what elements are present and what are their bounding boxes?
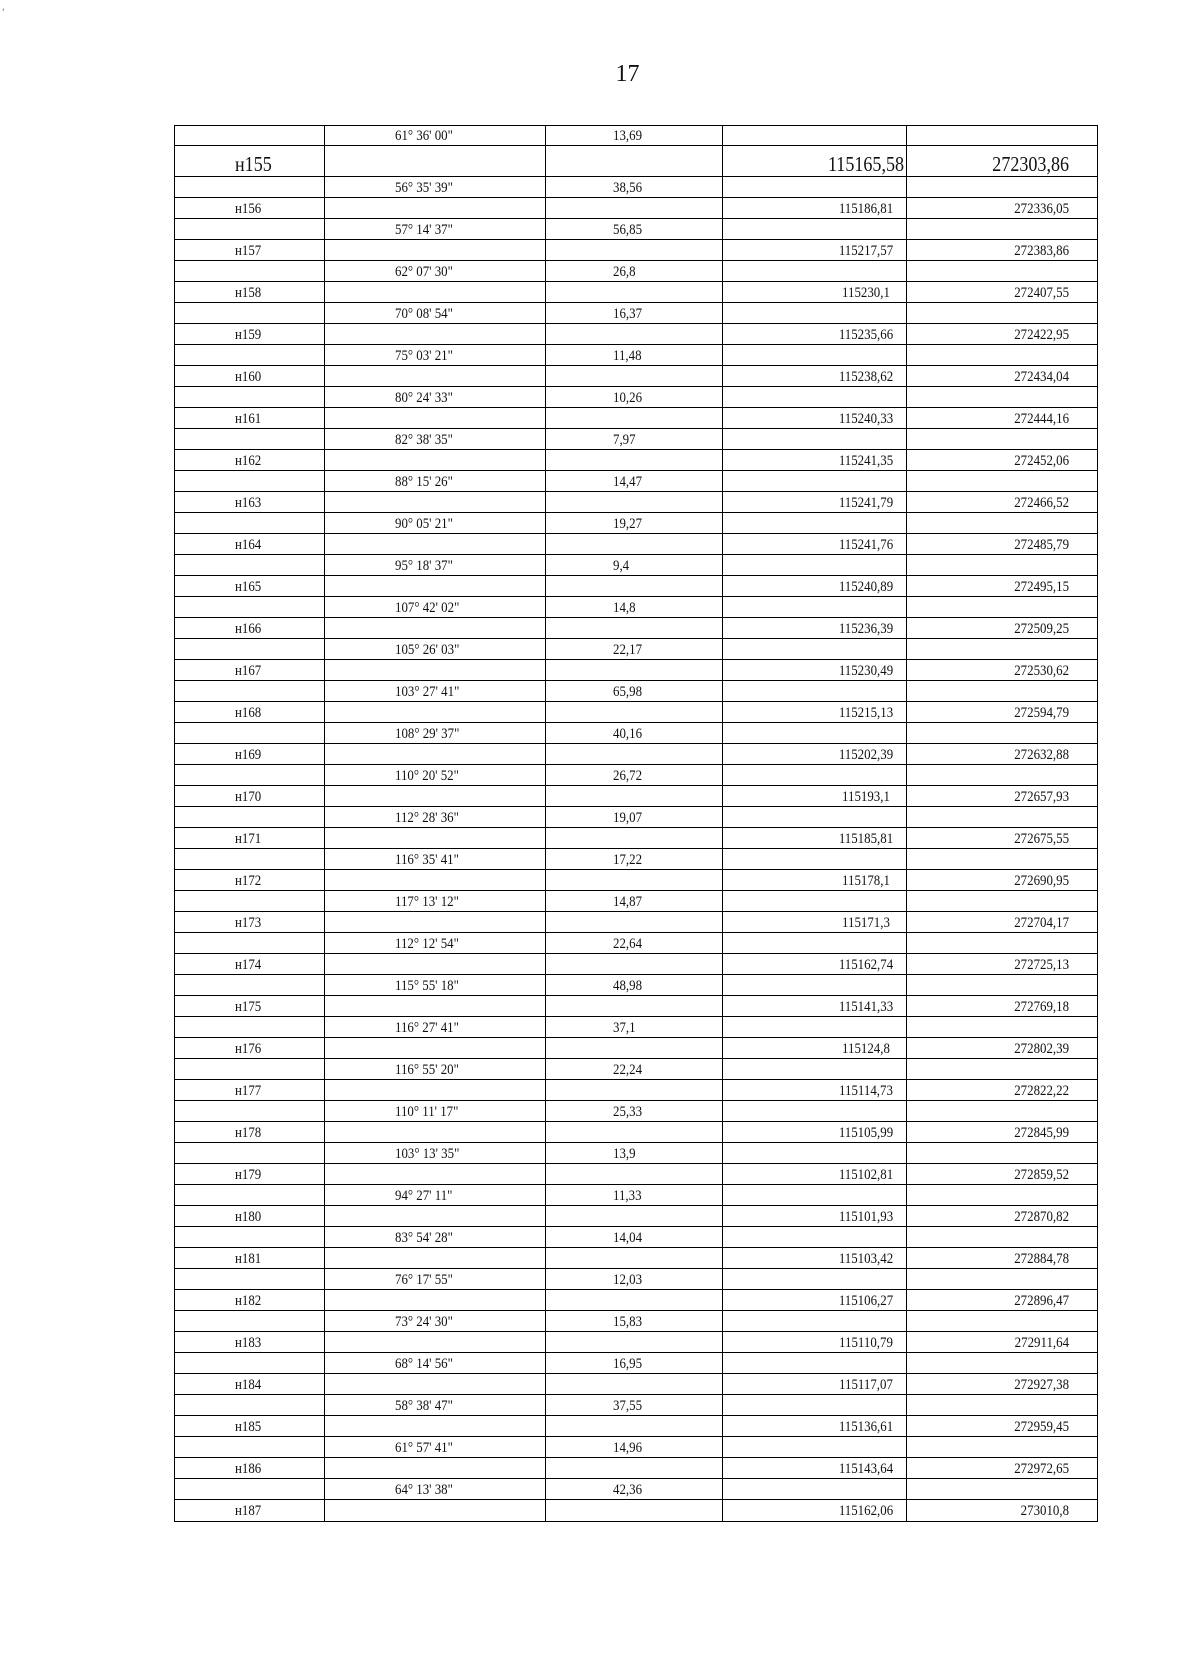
- segment-angle: 115° 55' 18": [395, 978, 459, 994]
- point-y: 272530,62: [1014, 663, 1070, 679]
- segment-angle: 108° 29' 37": [395, 726, 460, 742]
- segment-row: [175, 681, 1097, 702]
- point-x: 115215,13: [838, 705, 894, 721]
- segment-row: [175, 723, 1097, 744]
- point-name: н187: [235, 1503, 262, 1519]
- segment-length: 14,04: [613, 1230, 643, 1246]
- point-x: 115141,33: [838, 999, 894, 1015]
- segment-angle: 88° 15' 26": [395, 474, 453, 490]
- segment-length: 40,16: [613, 726, 643, 742]
- point-x: 115241,35: [838, 453, 894, 469]
- segment-row: [175, 933, 1097, 954]
- point-name: н184: [235, 1377, 262, 1393]
- point-x: 115240,33: [838, 411, 894, 427]
- point-y: 272657,93: [1014, 789, 1070, 805]
- point-name: н183: [235, 1335, 262, 1351]
- point-x: 115110,79: [839, 1335, 893, 1351]
- segment-row: [175, 1101, 1097, 1122]
- point-row: [175, 660, 1097, 681]
- point-x: 115136,61: [838, 1419, 894, 1435]
- point-y: 272495,15: [1014, 579, 1070, 595]
- segment-length: 22,64: [613, 936, 643, 952]
- segment-row: [175, 1269, 1097, 1290]
- segment-row: [175, 219, 1097, 240]
- segment-length: 15,83: [613, 1314, 643, 1330]
- point-y: 272911,64: [1014, 1335, 1070, 1351]
- point-row: [175, 1164, 1097, 1185]
- point-row: [175, 912, 1097, 933]
- segment-angle: 103° 27' 41": [395, 684, 460, 700]
- segment-row: [175, 807, 1097, 828]
- point-name: н157: [235, 243, 262, 259]
- point-name: н176: [235, 1041, 262, 1057]
- point-name: н180: [235, 1209, 262, 1225]
- point-x: 115103,42: [838, 1251, 894, 1267]
- segment-row: [175, 1353, 1097, 1374]
- segment-angle: 61° 36' 00": [395, 128, 453, 144]
- point-name: н182: [235, 1293, 262, 1309]
- segment-angle: 83° 54' 28": [395, 1230, 453, 1246]
- segment-length: 16,37: [613, 306, 643, 322]
- point-x: 115171,3: [842, 915, 890, 931]
- segment-angle: 116° 27' 41": [395, 1020, 459, 1036]
- segment-row: [175, 126, 1097, 146]
- point-x: 115162,74: [838, 957, 894, 973]
- page-number: 17: [615, 61, 640, 87]
- point-row: [175, 534, 1097, 555]
- segment-angle: 116° 55' 20": [395, 1062, 459, 1078]
- point-row: [175, 1206, 1097, 1227]
- point-row: [175, 1080, 1097, 1101]
- segment-row: [175, 639, 1097, 660]
- point-name: н181: [235, 1251, 262, 1267]
- point-x: 115202,39: [838, 747, 894, 763]
- segment-angle: 107° 42' 02": [395, 600, 460, 616]
- segment-angle: 110° 11' 17": [395, 1104, 459, 1120]
- segment-angle: 76° 17' 55": [395, 1272, 453, 1288]
- point-row: [175, 870, 1097, 891]
- point-name: н173: [235, 915, 262, 931]
- point-row: [175, 1458, 1097, 1479]
- point-row: [175, 198, 1097, 219]
- point-row: [175, 786, 1097, 807]
- point-x: 115185,81: [838, 831, 894, 847]
- segment-angle: 70° 08' 54": [395, 306, 453, 322]
- segment-row: [175, 387, 1097, 408]
- segment-angle: 73° 24' 30": [395, 1314, 453, 1330]
- point-x: 115217,57: [838, 243, 894, 259]
- segment-angle: 68° 14' 56": [395, 1356, 453, 1372]
- point-row: [175, 492, 1097, 513]
- point-row: [175, 450, 1097, 471]
- segment-angle: 117° 13' 12": [395, 894, 459, 910]
- point-x: 115101,93: [838, 1209, 894, 1225]
- segment-length: 19,27: [613, 516, 643, 532]
- segment-length: 14,87: [613, 894, 643, 910]
- segment-length: 26,8: [613, 264, 636, 280]
- segment-length: 37,1: [613, 1020, 636, 1036]
- segment-length: 12,03: [613, 1272, 643, 1288]
- point-x: 115235,66: [838, 327, 894, 343]
- point-row: [175, 366, 1097, 387]
- segment-angle: 105° 26' 03": [395, 642, 460, 658]
- segment-length: 37,55: [613, 1398, 643, 1414]
- point-x: 115241,79: [838, 495, 894, 511]
- point-name: н172: [235, 873, 262, 889]
- segment-row: [175, 891, 1097, 912]
- segment-row: [175, 177, 1097, 198]
- point-x: 115143,64: [838, 1461, 894, 1477]
- point-row: [175, 996, 1097, 1017]
- segment-length: 17,22: [613, 852, 643, 868]
- segment-length: 7,97: [613, 432, 636, 448]
- segment-length: 56,85: [613, 222, 643, 238]
- segment-length: 13,9: [613, 1146, 636, 1162]
- point-y: 272434,04: [1014, 369, 1070, 385]
- segment-length: 38,56: [613, 180, 643, 196]
- point-row: [175, 1416, 1097, 1437]
- segment-angle: 82° 38' 35": [395, 432, 453, 448]
- segment-length: 13,69: [613, 128, 643, 144]
- point-name: н159: [235, 327, 262, 343]
- point-y: 272303,86: [992, 152, 1070, 176]
- point-name: н167: [235, 663, 262, 679]
- point-x: 115105,99: [838, 1125, 894, 1141]
- point-row: [175, 408, 1097, 429]
- segment-angle: 103° 13' 35": [395, 1146, 460, 1162]
- point-y: 272927,38: [1014, 1377, 1070, 1393]
- point-name: н164: [235, 537, 262, 553]
- point-name: н175: [235, 999, 262, 1015]
- segment-length: 22,24: [613, 1062, 643, 1078]
- segment-row: [175, 1395, 1097, 1416]
- segment-angle: 75° 03' 21": [395, 348, 453, 364]
- point-y: 272769,18: [1014, 999, 1070, 1015]
- point-row: [175, 1038, 1097, 1059]
- segment-row: [175, 975, 1097, 996]
- point-row: [175, 324, 1097, 345]
- segment-length: 48,98: [613, 978, 643, 994]
- point-row: [175, 576, 1097, 597]
- segment-angle: 62° 07' 30": [395, 264, 453, 280]
- segment-length: 11,48: [613, 348, 642, 364]
- segment-row: [175, 471, 1097, 492]
- segment-angle: 64° 13' 38": [395, 1482, 453, 1498]
- point-name: н168: [235, 705, 262, 721]
- segment-length: 11,33: [613, 1188, 642, 1204]
- point-y: 272896,47: [1014, 1293, 1070, 1309]
- point-x: 115106,27: [838, 1293, 894, 1309]
- point-y: 272485,79: [1014, 537, 1070, 553]
- segment-row: [175, 261, 1097, 282]
- point-x: 115102,81: [838, 1167, 894, 1183]
- point-x: 115165,58: [827, 152, 905, 176]
- point-y: 272884,78: [1014, 1251, 1070, 1267]
- segment-row: [175, 1227, 1097, 1248]
- point-x: 115238,62: [838, 369, 894, 385]
- segment-length: 14,47: [613, 474, 643, 490]
- segment-angle: 61° 57' 41": [395, 1440, 453, 1456]
- point-y: 272452,06: [1014, 453, 1070, 469]
- point-x: 115114,73: [839, 1083, 893, 1099]
- point-row: [175, 954, 1097, 975]
- segment-row: [175, 1059, 1097, 1080]
- point-y: 272336,05: [1014, 201, 1070, 217]
- point-y: 272444,16: [1014, 411, 1070, 427]
- point-y: 272859,52: [1014, 1167, 1070, 1183]
- segment-length: 26,72: [613, 768, 643, 784]
- point-name: н174: [235, 957, 262, 973]
- point-name: н161: [235, 411, 262, 427]
- point-x: 115162,06: [838, 1503, 894, 1519]
- point-name: н179: [235, 1167, 262, 1183]
- point-row: [175, 1290, 1097, 1311]
- point-name: н166: [235, 621, 262, 637]
- point-name: н178: [235, 1125, 262, 1141]
- segment-angle: 94° 27' 11": [395, 1188, 453, 1204]
- point-name: н163: [235, 495, 262, 511]
- point-x: 115186,81: [838, 201, 894, 217]
- point-row: [175, 1500, 1097, 1521]
- point-x: 115124,8: [842, 1041, 890, 1057]
- point-name: н155: [235, 152, 272, 176]
- point-row: [175, 1248, 1097, 1269]
- point-y: 272690,95: [1014, 873, 1070, 889]
- segment-angle: 116° 35' 41": [395, 852, 459, 868]
- segment-row: [175, 1311, 1097, 1332]
- point-y: 272509,25: [1014, 621, 1070, 637]
- point-y: 272822,22: [1014, 1083, 1070, 1099]
- point-y: 272422,95: [1014, 327, 1070, 343]
- point-name: н162: [235, 453, 262, 469]
- segment-angle: 58° 38' 47": [395, 1398, 453, 1414]
- segment-angle: 90° 05' 21": [395, 516, 453, 532]
- point-y: 272802,39: [1014, 1041, 1070, 1057]
- point-row: [175, 1374, 1097, 1395]
- point-row: [175, 1332, 1097, 1353]
- segment-angle: 56° 35' 39": [395, 180, 453, 196]
- segment-length: 25,33: [613, 1104, 643, 1120]
- point-y: 272407,55: [1014, 285, 1070, 301]
- segment-row: [175, 597, 1097, 618]
- point-x: 115193,1: [842, 789, 890, 805]
- segment-length: 14,96: [613, 1440, 643, 1456]
- segment-row: [175, 849, 1097, 870]
- point-y: 272870,82: [1014, 1209, 1070, 1225]
- point-name: н165: [235, 579, 262, 595]
- point-y: 272959,45: [1014, 1419, 1070, 1435]
- point-name: н169: [235, 747, 262, 763]
- point-y: 272725,13: [1014, 957, 1070, 973]
- corner-mark: ʻ: [2, 7, 5, 16]
- point-name: н171: [235, 831, 262, 847]
- segment-length: 9,4: [613, 558, 630, 574]
- point-y: 272383,86: [1014, 243, 1070, 259]
- point-row: [175, 702, 1097, 723]
- segment-length: 16,95: [613, 1356, 643, 1372]
- point-row: [175, 146, 1097, 177]
- segment-row: [175, 765, 1097, 786]
- point-y: 272704,17: [1014, 915, 1070, 931]
- segment-length: 42,36: [613, 1482, 643, 1498]
- point-name: н160: [235, 369, 262, 385]
- point-x: 115236,39: [838, 621, 894, 637]
- segment-angle: 95° 18' 37": [395, 558, 453, 574]
- segment-row: [175, 345, 1097, 366]
- point-y: 272675,55: [1014, 831, 1070, 847]
- point-x: 115178,1: [842, 873, 890, 889]
- point-name: н158: [235, 285, 262, 301]
- segment-row: [175, 1185, 1097, 1206]
- segment-row: [175, 555, 1097, 576]
- point-y: 272466,52: [1014, 495, 1070, 511]
- segment-row: [175, 1017, 1097, 1038]
- segment-angle: 110° 20' 52": [395, 768, 459, 784]
- point-x: 115230,49: [838, 663, 894, 679]
- point-x: 115117,07: [839, 1377, 893, 1393]
- point-row: [175, 618, 1097, 639]
- segment-length: 14,8: [613, 600, 636, 616]
- point-y: 273010,8: [1020, 1503, 1070, 1519]
- point-name: н170: [235, 789, 262, 805]
- segment-length: 19,07: [613, 810, 643, 826]
- segment-row: [175, 1437, 1097, 1458]
- point-row: [175, 828, 1097, 849]
- segment-angle: 112° 28' 36": [395, 810, 459, 826]
- point-row: [175, 240, 1097, 261]
- segment-angle: 112° 12' 54": [395, 936, 459, 952]
- point-row: [175, 1122, 1097, 1143]
- segment-length: 22,17: [613, 642, 643, 658]
- segment-row: [175, 429, 1097, 450]
- segment-angle: 57° 14' 37": [395, 222, 453, 238]
- point-y: 272632,88: [1014, 747, 1070, 763]
- point-name: н156: [235, 201, 262, 217]
- segment-length: 10,26: [613, 390, 643, 406]
- segment-length: 65,98: [613, 684, 643, 700]
- point-y: 272972,65: [1014, 1461, 1070, 1477]
- point-x: 115230,1: [842, 285, 890, 301]
- segment-row: [175, 513, 1097, 534]
- point-y: 272594,79: [1014, 705, 1070, 721]
- point-y: 272845,99: [1014, 1125, 1070, 1141]
- segment-row: [175, 1143, 1097, 1164]
- point-x: 115241,76: [838, 537, 894, 553]
- segment-row: [175, 1479, 1097, 1500]
- point-row: [175, 744, 1097, 765]
- point-name: н185: [235, 1419, 262, 1435]
- segment-angle: 80° 24' 33": [395, 390, 453, 406]
- point-x: 115240,89: [838, 579, 894, 595]
- point-name: н177: [235, 1083, 262, 1099]
- segment-row: [175, 303, 1097, 324]
- coordinates-table: [174, 125, 1098, 1522]
- point-row: [175, 282, 1097, 303]
- point-name: н186: [235, 1461, 262, 1477]
